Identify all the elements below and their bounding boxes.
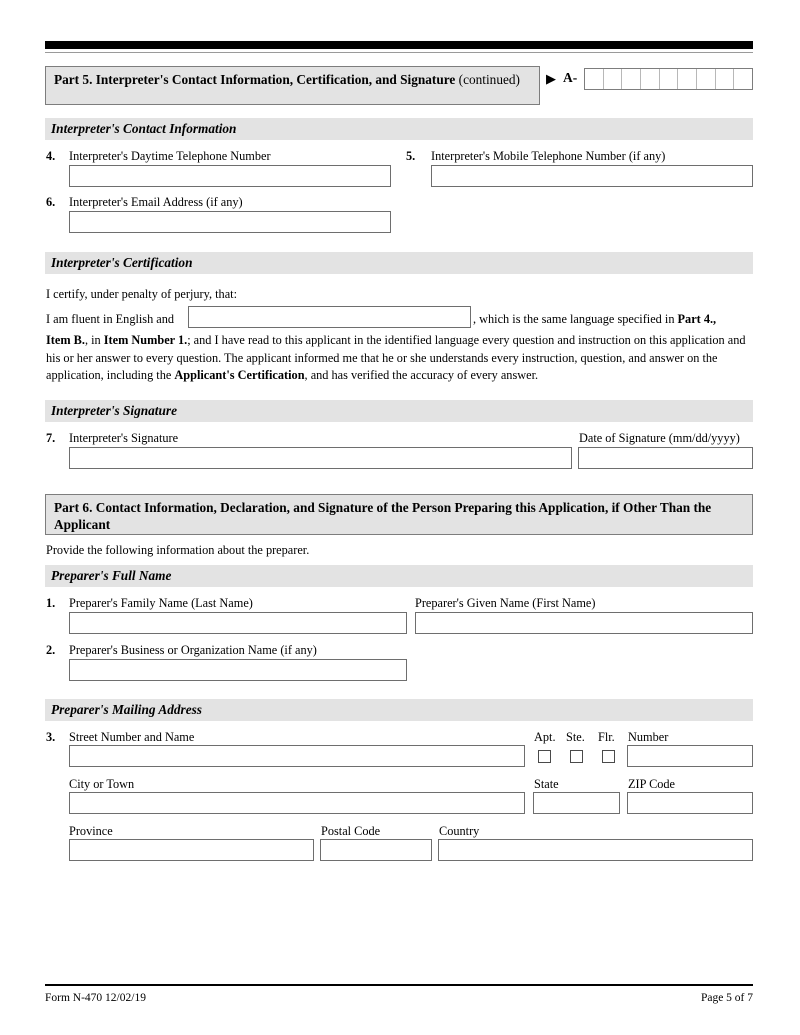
- item-number-1: 1.: [46, 596, 56, 610]
- label-province: Province: [69, 824, 113, 838]
- label-unit-number: Number: [628, 730, 669, 744]
- label-city-or-town: City or Town: [69, 777, 135, 791]
- certification-body-t1: , in: [84, 333, 104, 347]
- item-number-7: 7.: [46, 431, 56, 445]
- a-number-cell[interactable]: [641, 69, 660, 89]
- label-zip-code: ZIP Code: [628, 777, 676, 791]
- certification-line-prefix: I am fluent in English and: [46, 312, 175, 326]
- certification-intro: I certify, under penalty of perjury, that:: [46, 287, 237, 301]
- input-certification-language[interactable]: [188, 306, 471, 328]
- part-5-header: [45, 66, 540, 105]
- band-interpreter-signature: Interpreter's Signature: [45, 400, 753, 422]
- certification-suffix-part4: Part 4.,: [677, 312, 717, 326]
- label-ste: Ste.: [566, 730, 585, 744]
- certification-line-suffix: [473, 311, 716, 329]
- input-street-number-and-name[interactable]: [69, 745, 525, 767]
- input-interpreter-signature[interactable]: [69, 447, 572, 469]
- a-number-cell[interactable]: [734, 69, 752, 89]
- a-number-input[interactable]: [584, 68, 753, 90]
- label-interpreter-mobile-phone: Interpreter's Mobile Telephone Number (if any): [431, 149, 666, 163]
- label-apt: Apt.: [534, 730, 556, 744]
- label-flr: Flr.: [598, 730, 615, 744]
- input-state[interactable]: [533, 792, 620, 814]
- part-5-title: Part 5. Interpreter's Contact Information, Certification, and Signature: [54, 72, 456, 87]
- part-5-continued: (continued): [458, 72, 520, 87]
- a-number-label: A-: [563, 70, 578, 85]
- certification-applicant-certification: Applicant's Certification: [174, 368, 305, 382]
- input-preparer-given-name[interactable]: [415, 612, 753, 634]
- band-interpreter-certification: Interpreter's Certification: [45, 252, 753, 274]
- footer-page-number: Page 5 of 7: [700, 992, 753, 1004]
- item-number-4: 4.: [46, 149, 56, 163]
- a-number-cell[interactable]: [678, 69, 697, 89]
- item-number-6: 6.: [46, 195, 56, 209]
- top-rule-thick: [45, 41, 753, 49]
- input-interpreter-email[interactable]: [69, 211, 391, 233]
- input-unit-number[interactable]: [627, 745, 753, 767]
- footer-form-id: Form N-470 12/02/19: [45, 992, 146, 1004]
- label-country: Country: [439, 824, 480, 838]
- a-number-cell[interactable]: [697, 69, 716, 89]
- input-postal-code[interactable]: [320, 839, 432, 861]
- certification-body: [46, 332, 756, 385]
- band-interpreter-contact-information: Interpreter's Contact Information: [45, 118, 753, 140]
- input-interpreter-daytime-phone[interactable]: [69, 165, 391, 187]
- footer-rule: [45, 984, 753, 986]
- top-rule-thin: [45, 52, 753, 53]
- item-number-2: 2.: [46, 643, 56, 657]
- checkbox-flr[interactable]: [602, 750, 615, 763]
- checkbox-apt[interactable]: [538, 750, 551, 763]
- input-preparer-business-name[interactable]: [69, 659, 407, 681]
- certification-body-t2: ; and I have read to this applicant in the identified language every question and instruction on this application and his or her answer to every question. The applicant informed me that he or she understands every instruction, question, and answer on the application, including the: [46, 333, 746, 382]
- input-province[interactable]: [69, 839, 314, 861]
- a-number-cell[interactable]: [622, 69, 641, 89]
- label-signature-date: Date of Signature (mm/dd/yyyy): [579, 431, 740, 445]
- item-number-5: 5.: [406, 149, 416, 163]
- certification-item-b: Item B.: [46, 333, 85, 347]
- input-country[interactable]: [438, 839, 753, 861]
- item-number-3: 3.: [46, 730, 56, 744]
- a-number-cell[interactable]: [604, 69, 623, 89]
- label-state: State: [534, 777, 559, 791]
- label-interpreter-signature: Interpreter's Signature: [69, 431, 179, 445]
- certification-item-number: Item Number 1.: [103, 333, 188, 347]
- label-preparer-business-name: Preparer's Business or Organization Name (if any): [69, 643, 317, 657]
- input-interpreter-mobile-phone[interactable]: [431, 165, 753, 187]
- input-signature-date[interactable]: [578, 447, 753, 469]
- a-number-cell[interactable]: [585, 69, 604, 89]
- label-preparer-given-name: Preparer's Given Name (First Name): [415, 596, 596, 610]
- band-preparer-mailing-address: Preparer's Mailing Address: [45, 699, 753, 721]
- checkbox-ste[interactable]: [570, 750, 583, 763]
- a-number-cell[interactable]: [660, 69, 679, 89]
- right-arrow-icon: ▶: [546, 71, 556, 86]
- input-preparer-family-name[interactable]: [69, 612, 407, 634]
- label-preparer-family-name: Preparer's Family Name (Last Name): [69, 596, 253, 610]
- label-interpreter-email: Interpreter's Email Address (if any): [69, 195, 243, 209]
- label-interpreter-daytime-phone: Interpreter's Daytime Telephone Number: [69, 149, 271, 163]
- input-city-or-town[interactable]: [69, 792, 525, 814]
- band-preparer-full-name: Preparer's Full Name: [45, 565, 753, 587]
- certification-body-t3: , and has verified the accuracy of every answer.: [304, 368, 539, 382]
- a-number-cell[interactable]: [716, 69, 735, 89]
- input-zip-code[interactable]: [627, 792, 753, 814]
- part-6-intro: Provide the following information about the preparer.: [46, 543, 310, 557]
- certification-suffix-plain: , which is the same language specified in: [473, 312, 678, 326]
- part-6-header: Part 6. Contact Information, Declaration, and Signature of the Person Preparing this Application, if Other Than the Applicant: [45, 494, 753, 535]
- label-street-number-and-name: Street Number and Name: [69, 730, 195, 744]
- label-postal-code: Postal Code: [321, 824, 381, 838]
